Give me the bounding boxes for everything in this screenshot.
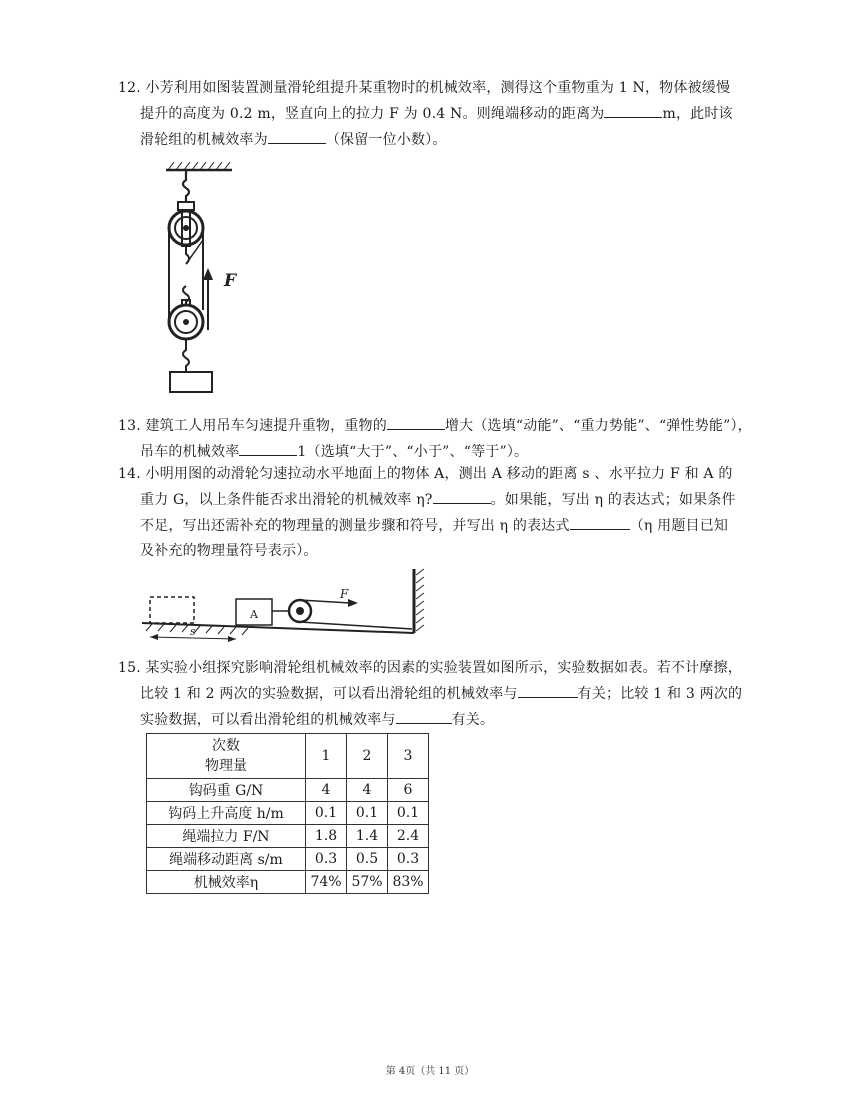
q15-line-2: 比较 1 和 2 两次的实验数据，可以看出滑轮组的机械效率与 有关；比较 1 和 3 两次的: [118, 681, 764, 707]
q15-line-1: 15. 某实验小组探究影响滑轮组机械效率的因素的实验装置如图所示，实验数据如表。若不计摩擦，: [118, 660, 742, 676]
table-cell: 83%: [388, 871, 429, 894]
table-corner-header: 次数 物理量: [147, 734, 306, 779]
table-cell: 0.5: [347, 848, 388, 871]
question-13: [118, 413, 764, 465]
answer-blank[interactable]: [396, 707, 452, 724]
table-cell: 0.1: [388, 802, 429, 825]
answer-blank[interactable]: [268, 127, 326, 144]
distance-label-s: s: [190, 625, 196, 638]
table-row: [147, 779, 429, 802]
answer-blank[interactable]: [604, 101, 662, 118]
table-row: [147, 871, 429, 894]
q13-line-2: 吊车的机械效率 1（选填“大于”、“小于”、“等于”）。: [118, 439, 764, 465]
question-12: [118, 76, 764, 153]
q13-line-1: 13. 建筑工人用吊车匀速提升重物，重物的 增大（选填“动能”、“重力势能”、“弹性势能”），: [118, 413, 764, 439]
table-cell: 0.1: [306, 802, 347, 825]
answer-blank[interactable]: [570, 513, 630, 530]
table-cell: 2.4: [388, 825, 429, 848]
answer-blank[interactable]: [518, 681, 578, 698]
row-label: 绳端移动距离 s/m: [147, 848, 306, 871]
answer-blank[interactable]: [433, 487, 491, 504]
row-label: 钩码重 G/N: [147, 779, 306, 802]
q12-line-2: 提升的高度为 0.2 m，竖直向上的拉力 F 为 0.4 N。则绳端移动的距离为 m，此时该: [118, 101, 764, 127]
table-row: [147, 825, 429, 848]
table-row: [147, 802, 429, 825]
row-label: 绳端拉力 F/N: [147, 825, 306, 848]
pulley-system-figure: [160, 160, 260, 395]
row-label: 机械效率η: [147, 871, 306, 894]
table-row: [147, 848, 429, 871]
table-cell: 0.3: [306, 848, 347, 871]
table-header-row: [147, 734, 429, 779]
table-cell: 74%: [306, 871, 347, 894]
q14-line-1: 14. 小明用图的动滑轮匀速拉动水平地面上的物体 A，测出 A 移动的距离 s 、水平拉力 F 和 A 的: [118, 466, 733, 482]
q14-line-3: 不足，写出还需补充的物理量的测量步骤和符号，并写出 η 的表达式 （η 用题目已知: [118, 513, 764, 539]
question-14: [118, 462, 764, 564]
table-cell: 1.8: [306, 825, 347, 848]
row-label: 钩码上升高度 h/m: [147, 802, 306, 825]
table-column-header: 2: [347, 734, 388, 779]
table-cell: 0.1: [347, 802, 388, 825]
table-cell: 4: [306, 779, 347, 802]
table-cell: 4: [347, 779, 388, 802]
page-footer: 第 4页（共 11 页）: [385, 1066, 475, 1077]
question-15: [118, 656, 764, 733]
answer-blank[interactable]: [387, 413, 445, 430]
table-column-header: 3: [388, 734, 429, 779]
movable-pulley-figure: [140, 565, 440, 650]
force-label-f: F: [224, 271, 237, 291]
block-a-label: A: [250, 608, 258, 621]
experiment-data-table: [146, 733, 429, 894]
q12-line-1: 12. 小芳利用如图装置测量滑轮组提升某重物时的机械效率，测得这个重物重为 1 N，物体被缓慢: [118, 80, 731, 96]
table-cell: 1.4: [347, 825, 388, 848]
table-column-header: 1: [306, 734, 347, 779]
table-cell: 0.3: [388, 848, 429, 871]
q14-line-4: 及补充的物理量符号表示）。: [140, 543, 318, 559]
force-label-f: F: [340, 587, 349, 601]
answer-blank[interactable]: [239, 439, 297, 456]
q14-line-2: 重力 G，以上条件能否求出滑轮的机械效率 η? 。如果能，写出 η 的表达式；如果条件: [118, 487, 764, 513]
table-cell: 57%: [347, 871, 388, 894]
q15-line-3: 实验数据，可以看出滑轮组的机械效率与 有关。: [118, 707, 764, 733]
table-cell: 6: [388, 779, 429, 802]
q12-line-3: 滑轮组的机械效率为 （保留一位小数）。: [118, 127, 764, 153]
